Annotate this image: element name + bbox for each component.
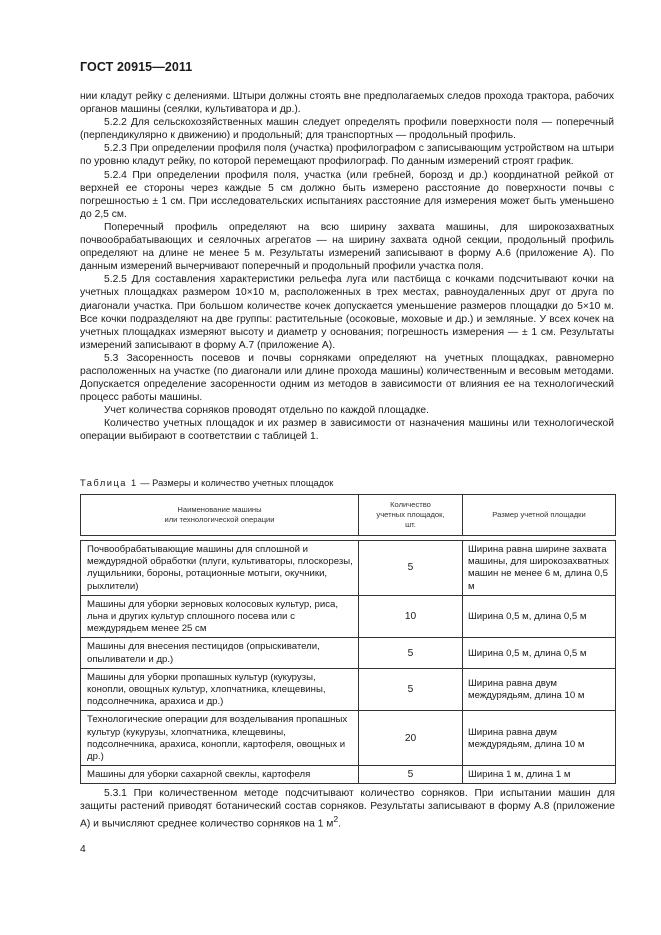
table-row (81, 638, 616, 668)
paragraph-5-2-2: 5.2.2 Для сельскохозяйственных машин следует определять профили поверхности поля — поперечный (перпендикулярно к движению) и продольный; для транспортных — продольный профиль. (80, 117, 614, 142)
header-operation: Наименование машины или технологической операции (81, 495, 359, 536)
cell-count: 5 (359, 668, 463, 711)
cell-count: 20 (359, 711, 463, 766)
table-header-row (81, 495, 616, 536)
table-plot-sizes (80, 494, 616, 784)
paragraph-5-2-5: 5.2.5 Для составления характеристики рельефа луга или пастбища с кочками подсчитывают кочки на учетных площадках размером 10×10 м, расположенных в трех местах, равноудаленных друг от друга по диагонали участка. При большом количестве кочек допускается уменьшение размеров площадки до 5×10 м. Все кочки подразделяют на две группы: растительные (осоковые, моховые и др.) и земляные. У всех кочек на учетных площадках измеряют высоту и диаметр у основания; погрешность измерения — ± 1 см. Результаты измерений записывают в форму А.7 (приложение А). (80, 274, 614, 351)
paragraph-5-2-3: 5.2.3 При определении профиля поля (участка) профилографом с записывающим устройством на штыри по уровню кладут рейку, по которой перемещают профилограф. По данным измерений строят график. (80, 143, 614, 168)
cell-count: 10 (359, 595, 463, 638)
table-row (81, 541, 616, 596)
table-row (81, 711, 616, 766)
cell-operation: Почвообрабатывающие машины для сплошной и междурядной обработки (плуги, культиваторы, плоскорезы, лущильники, бороны, ротационные мотыги, окучники, рыхлители) (81, 541, 359, 596)
table-caption (80, 478, 333, 488)
cell-size: Ширина равна двум междурядьям, длина 10 м (463, 711, 616, 766)
cell-count: 5 (359, 766, 463, 784)
cell-size: Ширина 0,5 м, длина 0,5 м (463, 595, 616, 638)
paragraph-continuation: нии кладут рейку с делениями. Штыри должны стоять вне предполагаемых следов прохода трактора, рабочих органов машины (сеялки, культиватора и др.). (80, 91, 614, 116)
paragraph-5-3: 5.3 Засоренность посевов и почвы сорняками определяют на учетных площадках, равномерно расположенных на участке (по диагонали или длине прохода машины) количественным и весовым методами. Допускается определение засоренности одним из методов в зависимости от влияния ее на технологический процесс работы машины. (80, 352, 614, 404)
table-row (81, 595, 616, 638)
header-size: Размер учетной площадки (463, 495, 616, 536)
paragraph-5-2-4: 5.2.4 При определении профиля поля, участка (или гребней, борозд и др.) координатной рейкой от верхней ее стороны через каждые 5 см должно быть измерено расстояние до поверхности почвы с погрешностью ± 1 см. При исследовательских испытаниях расстояние для измерения может быть уменьшено до 2,5 см. (80, 169, 614, 220)
cell-operation: Машины для уборки сахарной свеклы, картофеля (81, 766, 359, 784)
cell-operation: Машины для внесения пестицидов (опрыскиватели, опыливатели и др.) (81, 638, 359, 668)
cell-size: Ширина равна двум междурядьям, длина 10 м (463, 668, 616, 711)
table-row (81, 766, 616, 784)
cell-count: 5 (359, 541, 463, 596)
table-caption-label: Таблица 1 (80, 478, 138, 488)
cell-size: Ширина 1 м, длина 1 м (463, 766, 616, 784)
table-row (81, 668, 616, 711)
header-count: Количество учетных площадок, шт. (359, 495, 463, 536)
paragraph-plot-count: Количество учетных площадок и их размер в зависимости от назначения машины или технологической операции выбирают в соответствии с таблицей 1. (80, 418, 614, 443)
cell-size: Ширина равна ширине захвата машины, для широкозахватных машин не менее 6 м, длина 0,5 м (463, 541, 616, 596)
paragraph-weed-count: Учет количества сорняков проводят отдельно по каждой площадке. (104, 405, 429, 417)
cell-count: 5 (359, 638, 463, 668)
cell-size: Ширина 0,5 м, длина 0,5 м (463, 638, 616, 668)
cell-operation: Машины для уборки зерновых колосовых культур, риса, льна и других культур сплошного посева или с междурядьем менее 25 см (81, 595, 359, 638)
page-number: 4 (80, 844, 86, 855)
cell-operation: Технологические операции для возделывания пропашных культур (кукурузы, хлопчатника, клещевины, подсолнечника, арахиса, конопли, картофеля, овощных и др.) (81, 711, 359, 766)
standard-number-header: ГОСТ 20915—2011 (80, 60, 193, 74)
after-table-text (80, 787, 615, 831)
superscript-two: 2 (333, 814, 339, 825)
body-text (80, 90, 614, 444)
table-caption-title: — Размеры и количество учетных площадок (137, 478, 334, 488)
cell-operation: Машины для уборки пропашных культур (кукурузы, конопли, овощных культур, хлопчатника, клещевины, подсолнечника, арахиса и др.) (81, 668, 359, 711)
paragraph-5-3-1: 5.3.1 При количественном методе подсчитывают количество сорняков. При испытании машин для защиты растений приводят ботанический состав сорняков. Результаты записывают в форму А.8 (приложение А) и вычисляют среднее количество сорняков на 1 $м^2$. (80, 788, 615, 830)
paragraph-cross-profile: Поперечный профиль определяют на всю ширину захвата машины, для широкозахватных почвообрабатывающих и сеялочных агрегатов — на ширину захвата одной секции, продольный профиль определяют на длине не менее 5 м. Результаты измерений записывают в форму А.6 (приложение А). По данным измерений вычерчивают поперечный и продольный профили участка поля. (80, 221, 614, 273)
